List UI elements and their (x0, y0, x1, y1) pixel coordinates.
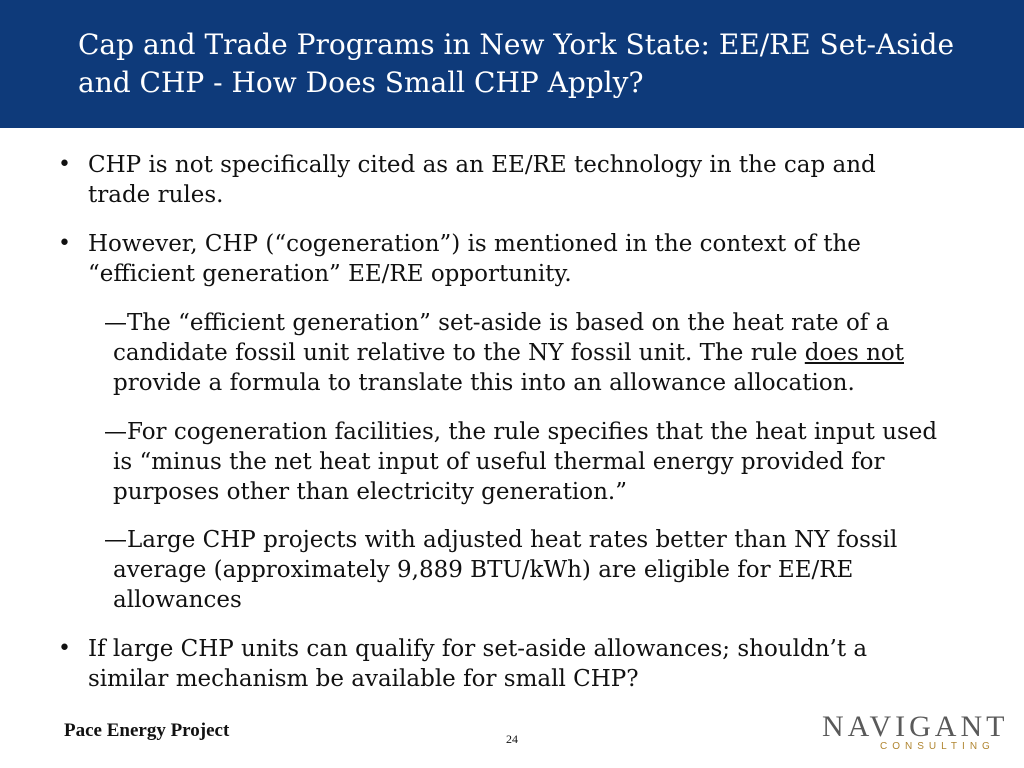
bullet-marker: • (58, 231, 71, 256)
navigant-logo (822, 710, 1009, 756)
dash-marker: — (104, 419, 127, 445)
sub-bullet-1-text-2: candidate fossil unit relative to the NY fossil unit. The rule (113, 340, 805, 366)
dash-marker: — (104, 527, 127, 553)
bullet-2-line-2: “efficient generation” EE/RE opportunity. (88, 261, 572, 287)
dash-marker: — (104, 310, 127, 336)
page-number: 24 (506, 732, 518, 746)
bullet-2-line-1: However, CHP (“cogeneration”) is mentioned in the context of the (88, 231, 861, 257)
sub-bullet-1-line-2 (113, 338, 904, 368)
sub-bullet-2-text-1: For cogeneration facilities, the rule specifies that the heat input used (127, 419, 938, 445)
bullet-1-line-1: CHP is not specifically cited as an EE/RE technology in the cap and (88, 152, 876, 178)
bullet-3-line-1: If large CHP units can qualify for set-aside allowances; shouldn’t a (88, 636, 868, 662)
bullet-3-line-2: similar mechanism be available for small CHP? (88, 666, 639, 692)
sub-bullet-1-text-1: The “efficient generation” set-aside is based on the heat rate of a (127, 310, 890, 336)
emphasis-does-not: does not (804, 340, 904, 366)
footer-organization: Pace Energy Project (64, 720, 230, 741)
logo-wordmark: NAVIGANT (822, 710, 1009, 743)
logo-subtitle: CONSULTING (880, 741, 995, 752)
sub-bullet-3-line-2: average (approximately 9,889 BTU/kWh) are eligible for EE/RE (113, 557, 854, 583)
bullet-marker: • (58, 152, 71, 177)
sub-bullet-3-text-1: Large CHP projects with adjusted heat rates better than NY fossil (127, 527, 898, 553)
slide-title-line-1: Cap and Trade Programs in New York State: EE/RE Set-Aside (78, 28, 955, 61)
sub-bullet-2-line-3: purposes other than electricity generation.” (113, 479, 627, 505)
bullet-1-line-2: trade rules. (88, 182, 224, 208)
slide-title-line-2: and CHP - How Does Small CHP Apply? (78, 66, 644, 99)
sub-bullet-3-line-3: allowances (113, 587, 242, 613)
sub-bullet-2-line-2: is “minus the net heat input of useful thermal energy provided for (113, 449, 885, 475)
sub-bullet-2-line-1 (104, 417, 937, 447)
sub-bullet-1-line-3: provide a formula to translate this into an allowance allocation. (113, 370, 855, 396)
sub-bullet-1-line-1 (104, 308, 889, 338)
bullet-marker: • (58, 636, 71, 661)
sub-bullet-3-line-1 (104, 525, 897, 555)
